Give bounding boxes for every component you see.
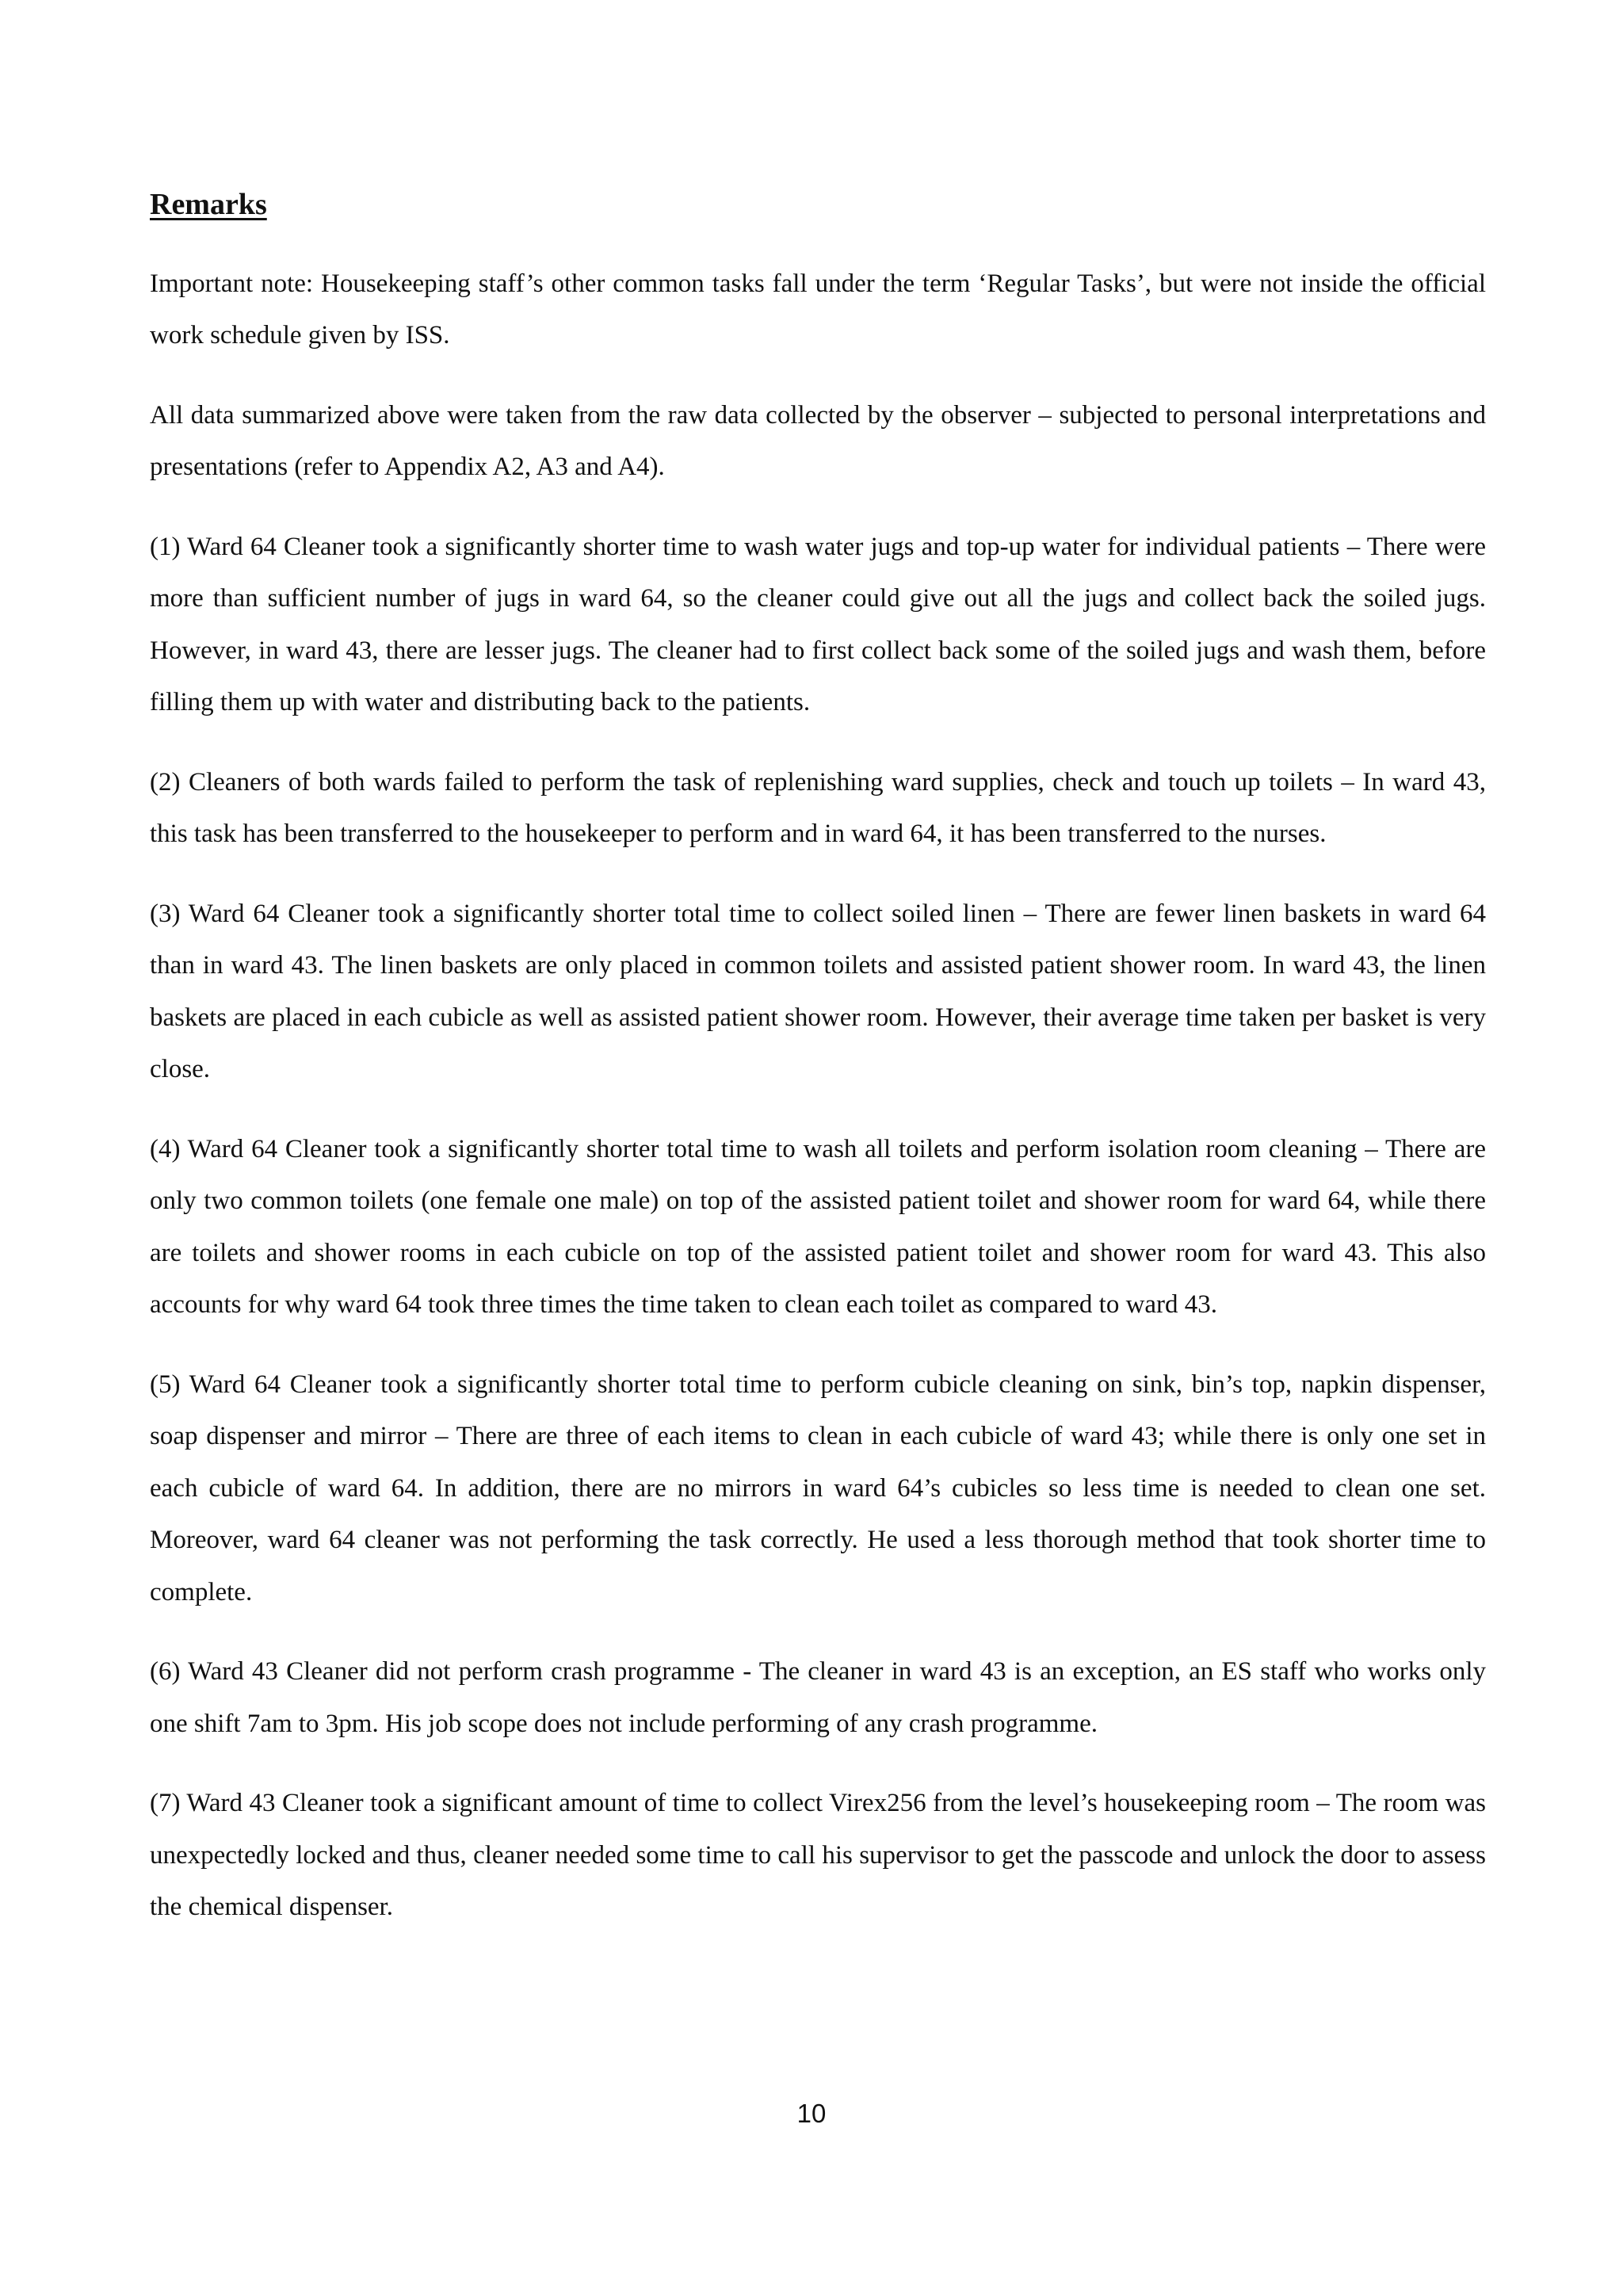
paragraph-remark-7: (7) Ward 43 Cleaner took a significant amount of time to collect Virex256 from the level’s housekeeping room – The room was unexpectedly locked and thus, cleaner needed some time to call his supervisor to get the passcode and unlock the door to assess the chemical dispenser. [150, 1789, 1486, 1922]
paragraph-remark-4: (4) Ward 64 Cleaner took a significantly shorter total time to wash all toilets and perform isolation room cleaning – There are only two common toilets (one female one male) on top of the assisted patient toilet and shower room for ward 64, while there are toilets and shower rooms in each cubicle on top of the assisted patient toilet and shower room for ward 43. This also accounts for why ward 64 took three times the time taken to clean each toilet as compared to ward 43. [150, 1134, 1486, 1320]
paragraph-remark-6: (6) Ward 43 Cleaner did not perform crash programme - The cleaner in ward 43 is an exception, an ES staff who works only one shift 7am to 3pm. His job scope does not include performing of any crash programme. [150, 1657, 1486, 1738]
section-heading: Remarks [150, 188, 267, 221]
page-number: 10 [796, 2099, 827, 2128]
paragraph-remark-1: (1) Ward 64 Cleaner took a significantly shorter time to wash water jugs and top-up water for individual patients – There were more than sufficient number of jugs in ward 64, so the cleaner could give out all the jugs and collect back the soiled jugs. However, in ward 43, there are lesser jugs. The cleaner had to first collect back some of the soiled jugs and wash them, before filling them up with water and distributing back to the patients. [150, 532, 1486, 717]
paragraph-remark-5: (5) Ward 64 Cleaner took a significantly shorter total time to perform cubicle cleaning on sink, bin’s top, napkin dispenser, soap dispenser and mirror – There are three of each items to clean in each cubicle of ward 43; while there is only one set in each cubicle of ward 64. In addition, there are no mirrors in ward 64’s cubicles so less time is needed to clean one set. Moreover, ward 64 cleaner was not performing the task correctly. He used a less thorough method that took shorter time to complete. [150, 1370, 1486, 1606]
page-content [150, 187, 1486, 1962]
paragraph-data-source: All data summarized above were taken from the raw data collected by the observer – subjected to personal interpretations and presentations (refer to Appendix A2, A3 and A4). [150, 400, 1486, 482]
paragraph-important-note: Important note: Housekeeping staff’s other common tasks fall under the term ‘Regular Tasks’, but were not inside the official work schedule given by ISS. [150, 269, 1486, 350]
paragraph-remark-3: (3) Ward 64 Cleaner took a significantly shorter total time to collect soiled linen – There are fewer linen baskets in ward 64 than in ward 43. The linen baskets are only placed in common toilets and assisted patient shower room. In ward 43, the linen baskets are placed in each cubicle as well as assisted patient shower room. However, their average time taken per basket is very close. [150, 899, 1486, 1084]
paragraph-remark-2: (2) Cleaners of both wards failed to perform the task of replenishing ward supplies, check and touch up toilets – In ward 43, this task has been transferred to the housekeeper to perform and in ward 64, it has been transferred to the nurses. [150, 767, 1486, 849]
